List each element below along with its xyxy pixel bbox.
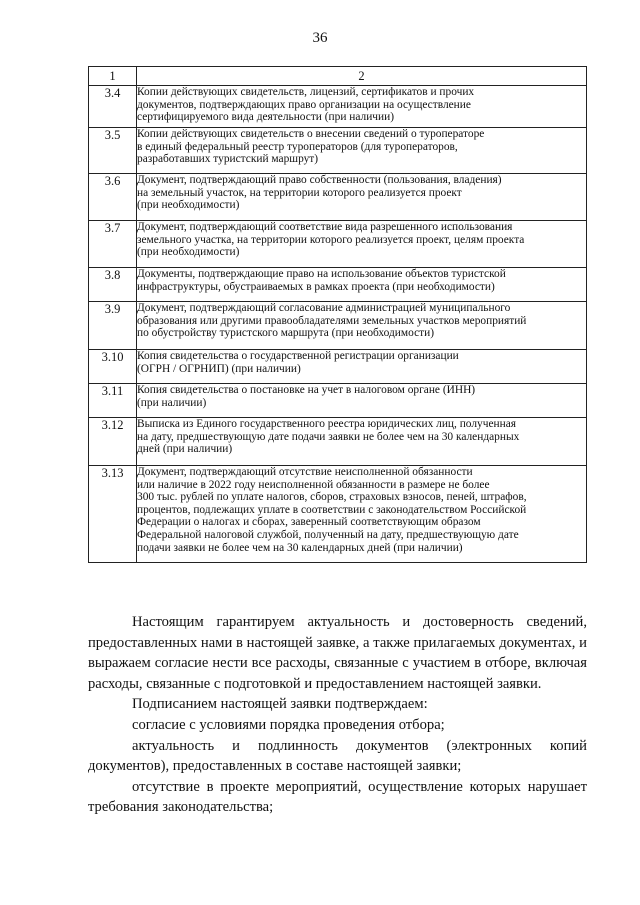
row-number: 3.12 bbox=[89, 418, 137, 466]
row-number: 3.13 bbox=[89, 466, 137, 563]
row-number: 3.8 bbox=[89, 268, 137, 302]
row-number: 3.6 bbox=[89, 174, 137, 221]
row-text: Документ, подтверждающий отсутствие неисполненной обязанности или наличие в 2022 году неисполненной обязанности в размере не более 300 тыс. рублей по уплате налогов, сборов, страховых взносов, пеней, штрафов, процентов, подлежащих уплате в соответствии с законодательством Российской Федерации о налогах и сборах, заверенный соответствующим образом Федеральной налоговой службой, полученный на дату, предшествующую дате подачи заявки не более чем на 30 календарных дней (при наличии) bbox=[137, 466, 587, 563]
paragraph-agreement: согласие с условиями порядка проведения отбора; bbox=[132, 716, 445, 733]
table-row bbox=[89, 128, 587, 174]
table-row bbox=[89, 86, 587, 128]
row-text: Документы, подтверждающие право на использование объектов туристской инфраструктуры, обустраиваемых в рамках проекта (при необходимости) bbox=[137, 268, 587, 302]
row-text: Копии действующих свидетельств о внесении сведений о туроператоре в единый федеральный реестр туроператоров (для туроператоров, разработавших туристский маршрут) bbox=[137, 128, 587, 174]
page-number: 36 bbox=[312, 30, 328, 46]
row-number: 3.10 bbox=[89, 350, 137, 384]
row-number: 3.4 bbox=[89, 86, 137, 128]
row-text: Копии действующих свидетельств, лицензий, сертификатов и прочих документов, подтверждающих право организации на осуществление сертифицируемого вида деятельности (при наличии) bbox=[137, 86, 587, 128]
row-number: 3.5 bbox=[89, 128, 137, 174]
column-header-number: 1 bbox=[89, 67, 137, 86]
table-row bbox=[89, 302, 587, 350]
table-header-row bbox=[89, 67, 587, 86]
row-text: Документ, подтверждающий соответствие вида разрешенного использования земельного участка, на территории которого реализуется проект, целям проекта (при необходимости) bbox=[137, 221, 587, 268]
documents-table bbox=[88, 66, 587, 563]
table-row bbox=[89, 268, 587, 302]
row-text: Копия свидетельства о постановке на учет в налоговом органе (ИНН) (при наличии) bbox=[137, 384, 587, 418]
table-row bbox=[89, 350, 587, 384]
row-number: 3.11 bbox=[89, 384, 137, 418]
row-number: 3.7 bbox=[89, 221, 137, 268]
table-row bbox=[89, 466, 587, 563]
body-text bbox=[88, 612, 587, 818]
column-header-description: 2 bbox=[137, 67, 587, 86]
table-row bbox=[89, 174, 587, 221]
row-number: 3.9 bbox=[89, 302, 137, 350]
row-text: Документ, подтверждающий право собственности (пользования, владения) на земельный участок, на территории которого реализуется проект (при необходимости) bbox=[137, 174, 587, 221]
paragraph-confirm-intro: Подписанием настоящей заявки подтверждаем: bbox=[132, 696, 428, 713]
row-text: Копия свидетельства о государственной регистрации организации (ОГРН / ОГРНИП) (при наличии) bbox=[137, 350, 587, 384]
table-row bbox=[89, 384, 587, 418]
table-row bbox=[89, 418, 587, 466]
table-row bbox=[89, 221, 587, 268]
row-text: Документ, подтверждающий согласование администрацией муниципального образования или другими правообладателями земельных участков мероприятий по обустройству туристского маршрута (при необходимости) bbox=[137, 302, 587, 350]
paragraph-guarantee: Настоящим гарантируем актуальность и достоверность сведений, предоставленных нами в настоящей заявке, а также прилагаемых документах, и выражаем согласие нести все расходы, связанные с участием в отборе, включая расходы, связанные с подготовкой и предоставлением настоящей заявки. bbox=[88, 614, 587, 692]
paragraph-authenticity: актуальность и подлинность документов (электронных копий документов), предоставленных в составе настоящей заявки; bbox=[88, 737, 587, 775]
row-text: Выписка из Единого государственного реестра юридических лиц, полученная на дату, предшествующую дате подачи заявки не более чем на 30 календарных дней (при наличии) bbox=[137, 418, 587, 466]
paragraph-compliance: отсутствие в проекте мероприятий, осуществление которых нарушает требования законодательства; bbox=[88, 778, 587, 816]
